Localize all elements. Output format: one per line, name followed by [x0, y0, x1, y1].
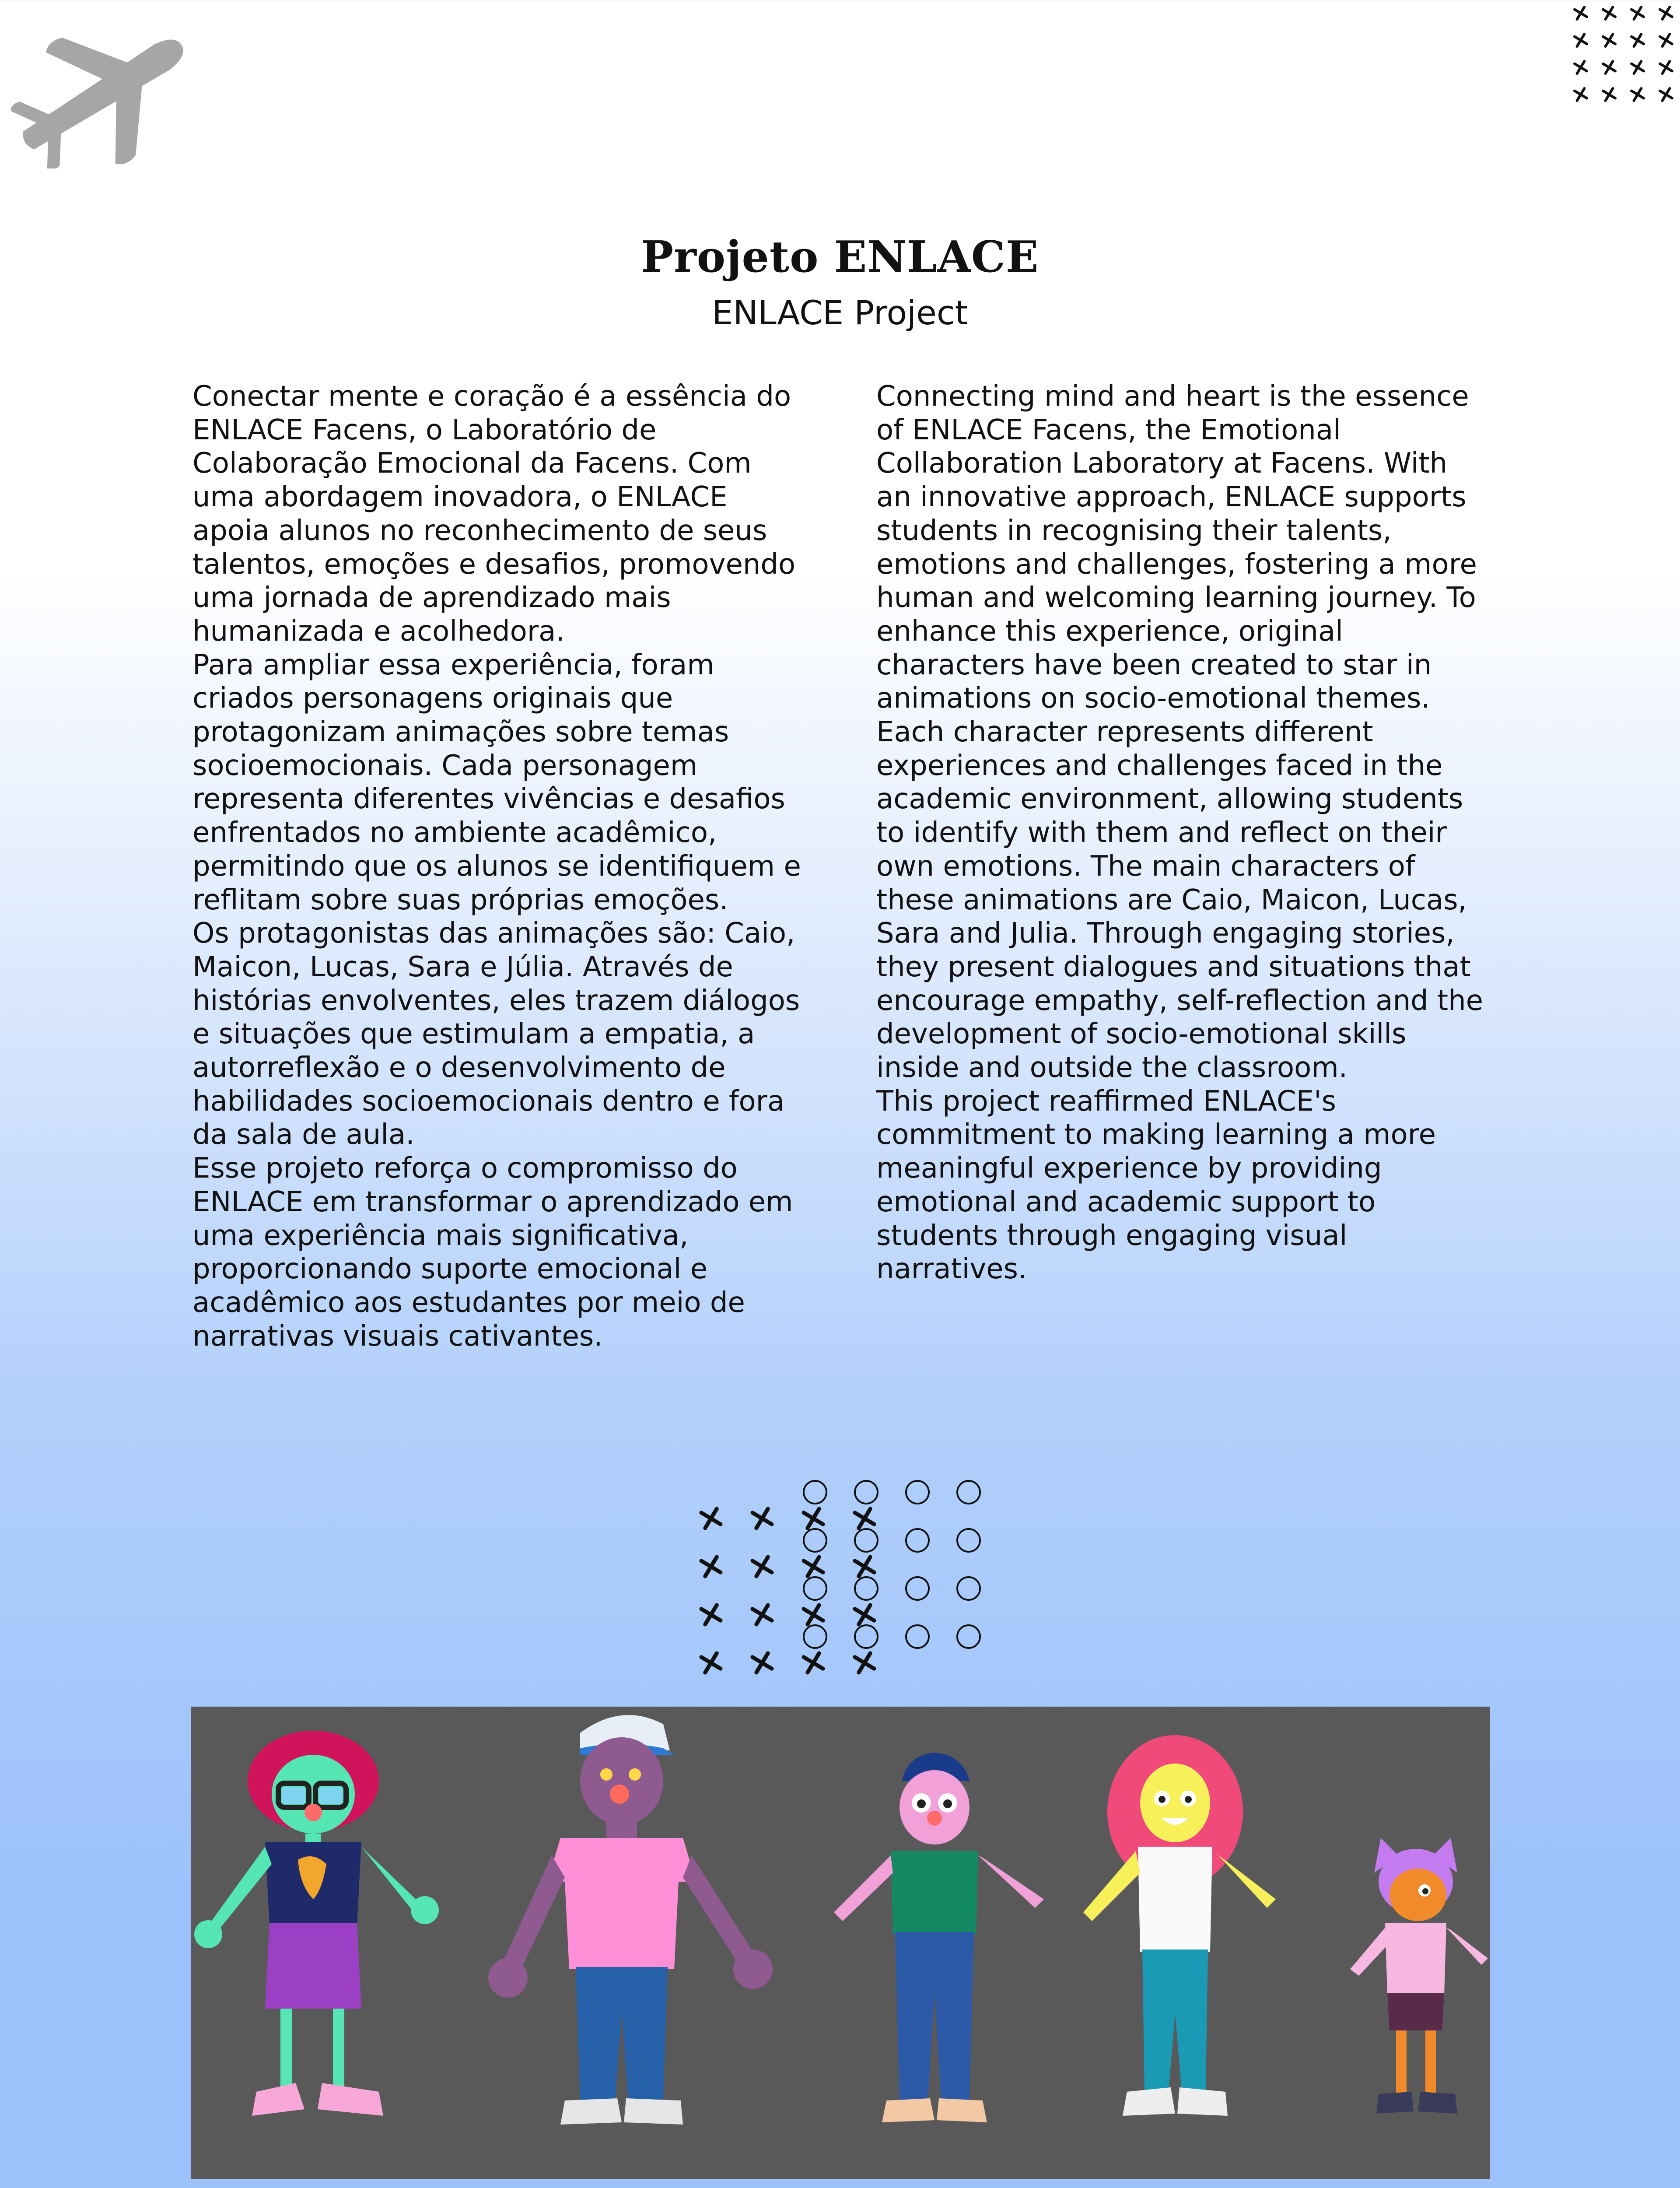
circle-mark — [855, 1577, 878, 1600]
cross-mark — [701, 1509, 721, 1528]
cross-mark — [752, 1653, 772, 1673]
characters-illustration — [191, 1707, 1490, 2179]
cross-mark — [804, 1653, 823, 1673]
cross-mark — [1660, 61, 1672, 74]
circle-mark — [957, 1481, 980, 1504]
pt-paragraph-3: Os protagonistas das animações são: Caio, Maicon, Lucas, Sara e Júlia. Através de histórias envolventes, eles trazem diálogos e situações que estimulam a empatia, a autorreflexão e o desenvolvimento de habilidades socioemocionais dentro e fora da sala de aula. — [192, 917, 800, 1151]
cross-mark — [1631, 61, 1644, 74]
cross-mark — [701, 1605, 721, 1624]
circle-mark — [855, 1529, 878, 1552]
cross-circle-pattern — [691, 1475, 989, 1676]
airplane-icon — [11, 20, 195, 168]
circle-mark — [957, 1529, 980, 1552]
cross-mark — [752, 1509, 772, 1528]
cross-mark — [752, 1557, 772, 1576]
pt-paragraph-1: Conectar mente e coração é a essência do ENLACE Facens, o Laboratório de Colaboração Emocional da Facens. Com uma abordagem inovadora, o ENLACE apoia alunos no reconhecimento de seus talentos, emoções e desafios, promovendo uma jornada de aprendizado mais humanizada e acolhedora. — [192, 380, 796, 648]
cross-mark — [1660, 7, 1672, 19]
cross-mark — [1631, 7, 1644, 19]
corner-cross-pattern — [1568, 2, 1680, 105]
circle-mark — [957, 1577, 980, 1600]
cross-mark — [1660, 88, 1672, 101]
circle-mark — [906, 1481, 929, 1504]
circle-mark — [804, 1625, 826, 1648]
circle-mark — [804, 1481, 826, 1504]
circle-mark — [804, 1529, 826, 1552]
cross-mark — [1631, 34, 1644, 46]
cross-mark — [701, 1557, 721, 1576]
pt-paragraph-4: Esse projeto reforça o compromisso do ENLACE em transformar o aprendizado em uma experiência mais significativa, proporcionando suporte emocional e acadêmico aos estudantes por meio de narrativas visuais cativantes. — [192, 1152, 793, 1353]
cross-mark — [701, 1653, 721, 1673]
cross-mark — [855, 1557, 874, 1576]
circle-mark — [804, 1577, 826, 1600]
circle-mark — [855, 1625, 878, 1648]
cross-mark — [1575, 34, 1587, 46]
cross-mark — [804, 1509, 823, 1528]
cross-mark — [1603, 88, 1615, 101]
cross-mark — [1575, 61, 1587, 74]
cross-mark — [1603, 61, 1615, 74]
circle-mark — [957, 1625, 980, 1648]
english-text-column — [876, 380, 1489, 1286]
cross-mark — [1575, 88, 1587, 101]
cross-mark — [752, 1605, 772, 1624]
circle-mark — [906, 1625, 929, 1648]
en-paragraph-1: Connecting mind and heart is the essence of ENLACE Facens, the Emotional Collaboration Laboratory at Facens. With an innovative approach, ENLACE supports students in recognising their talents, emotions and challenges, fostering a more human and welcoming learning journey. To enhance this experience, original characters have been created to star in animations on socio-emotional themes. Each character represents different experiences and challenges faced in the academic environment, allowing students to identify with them and reflect on their own emotions. The main characters of these animations are Caio, Maicon, Lucas, Sara and Julia. Through engaging stories, they present dialogues and situations that encourage empathy, self-reflection and the development of socio-emotional skills inside and outside the classroom. — [876, 380, 1483, 1084]
page-title: Projeto ENLACE — [641, 232, 1039, 282]
cross-mark — [804, 1605, 823, 1624]
cross-mark — [804, 1557, 823, 1576]
circle-mark — [906, 1529, 929, 1552]
circle-mark — [906, 1577, 929, 1600]
en-paragraph-2: This project reaffirmed ENLACE's commitment to making learning a more meaningful experience by providing emotional and academic support to students through engaging visual narratives. — [876, 1085, 1436, 1286]
cross-mark — [855, 1509, 874, 1528]
circle-mark — [855, 1481, 878, 1504]
cross-mark — [1575, 7, 1587, 19]
cross-mark — [1603, 7, 1615, 19]
cross-mark — [1660, 34, 1672, 46]
pt-paragraph-2: Para ampliar essa experiência, foram criados personagens originais que protagonizam animações sobre temas socioemocionais. Cada personagem representa diferentes vivências e desafios enfrentados no ambiente acadêmico, permitindo que os alunos se identifiquem e reflitam sobre suas próprias emoções. — [192, 649, 801, 916]
portuguese-text-column — [192, 380, 805, 1353]
cross-mark — [855, 1605, 874, 1624]
cross-mark — [1631, 88, 1644, 101]
cross-mark — [855, 1653, 874, 1673]
cross-mark — [1603, 34, 1615, 46]
page-subtitle: ENLACE Project — [712, 293, 968, 332]
